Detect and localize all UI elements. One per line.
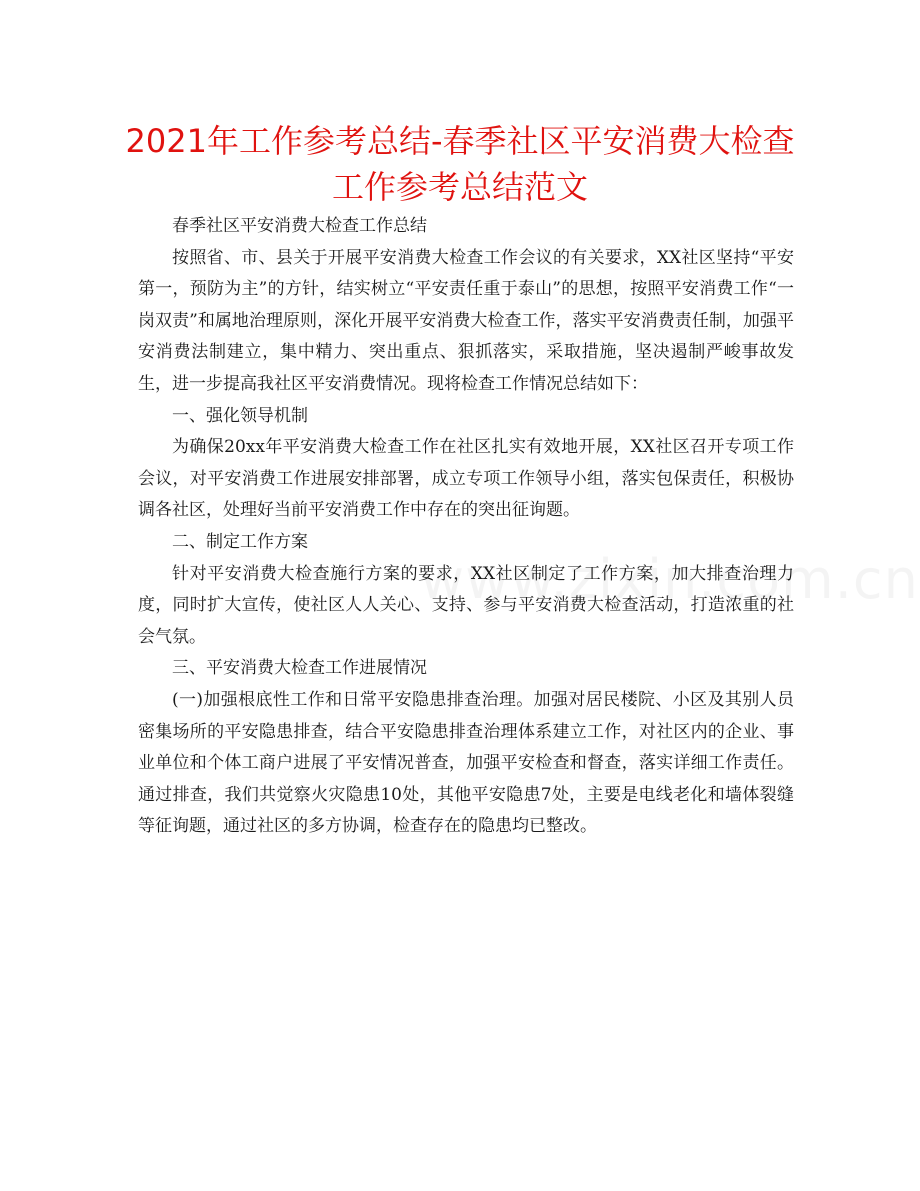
section-heading-1: 一、强化领导机制 — [172, 405, 308, 426]
document-body — [138, 211, 794, 843]
intro-paragraph: 按照省、市、县关于开展平安消费大检查工作会议的有关要求，XX社区坚持“平安第一，预防为主”的方针，结实树立“平安责任重于泰山”的思想，按照平安消费工作“一岗双责”和属地治理原则，深化开展平安消费大检查工作，落实平安消费责任制，加强平安消费法制建立，集中精力、突出重点、狠抓落实，采取措施，坚决遏制严峻事故发生，进一步提高我社区平安消费情况。现将检查工作情况总结如下： — [138, 247, 794, 394]
section-heading-2: 二、制定工作方案 — [172, 531, 308, 552]
section-heading-summary: 春季社区平安消费大检查工作总结 — [172, 216, 427, 236]
section-heading-3: 三、平安消费大检查工作进展情况 — [172, 658, 427, 679]
section-paragraph-1: 为确保20xx年平安消费大检查工作在社区扎实有效地开展，XX社区召开专项工作会议，对平安消费工作进展安排部署，成立专项工作领导小组，落实包保责任，积极协调各社区，处理好当前平安消费工作中存在的突出征询题。 — [138, 437, 794, 521]
section-paragraph-2: 针对平安消费大检查施行方案的要求，XX社区制定了工作方案，加大排查治理力度，同时扩大宣传，使社区人人关心、支持、参与平安消费大检查活动，打造浓重的社会气氛。 — [138, 563, 794, 647]
document-title: 2021年工作参考总结-春季社区平安消费大检查工作参考总结范文 — [125, 122, 795, 206]
section-paragraph-3: (一)加强根底性工作和日常平安隐患排查治理。加强对居民楼院、小区及其别人员密集场所的平安隐患排查，结合平安隐患排查治理体系建立工作，对社区内的企业、事业单位和个体工商户进展了平安情况普查，加强平安检查和督查，落实详细工作责任。通过排查，我们共觉察火灾隐患10处，其他平安隐患7处，主要是电线老化和墙体裂缝等征询题，通过社区的多方协调，检查存在的隐患均已整改。 — [138, 689, 794, 837]
